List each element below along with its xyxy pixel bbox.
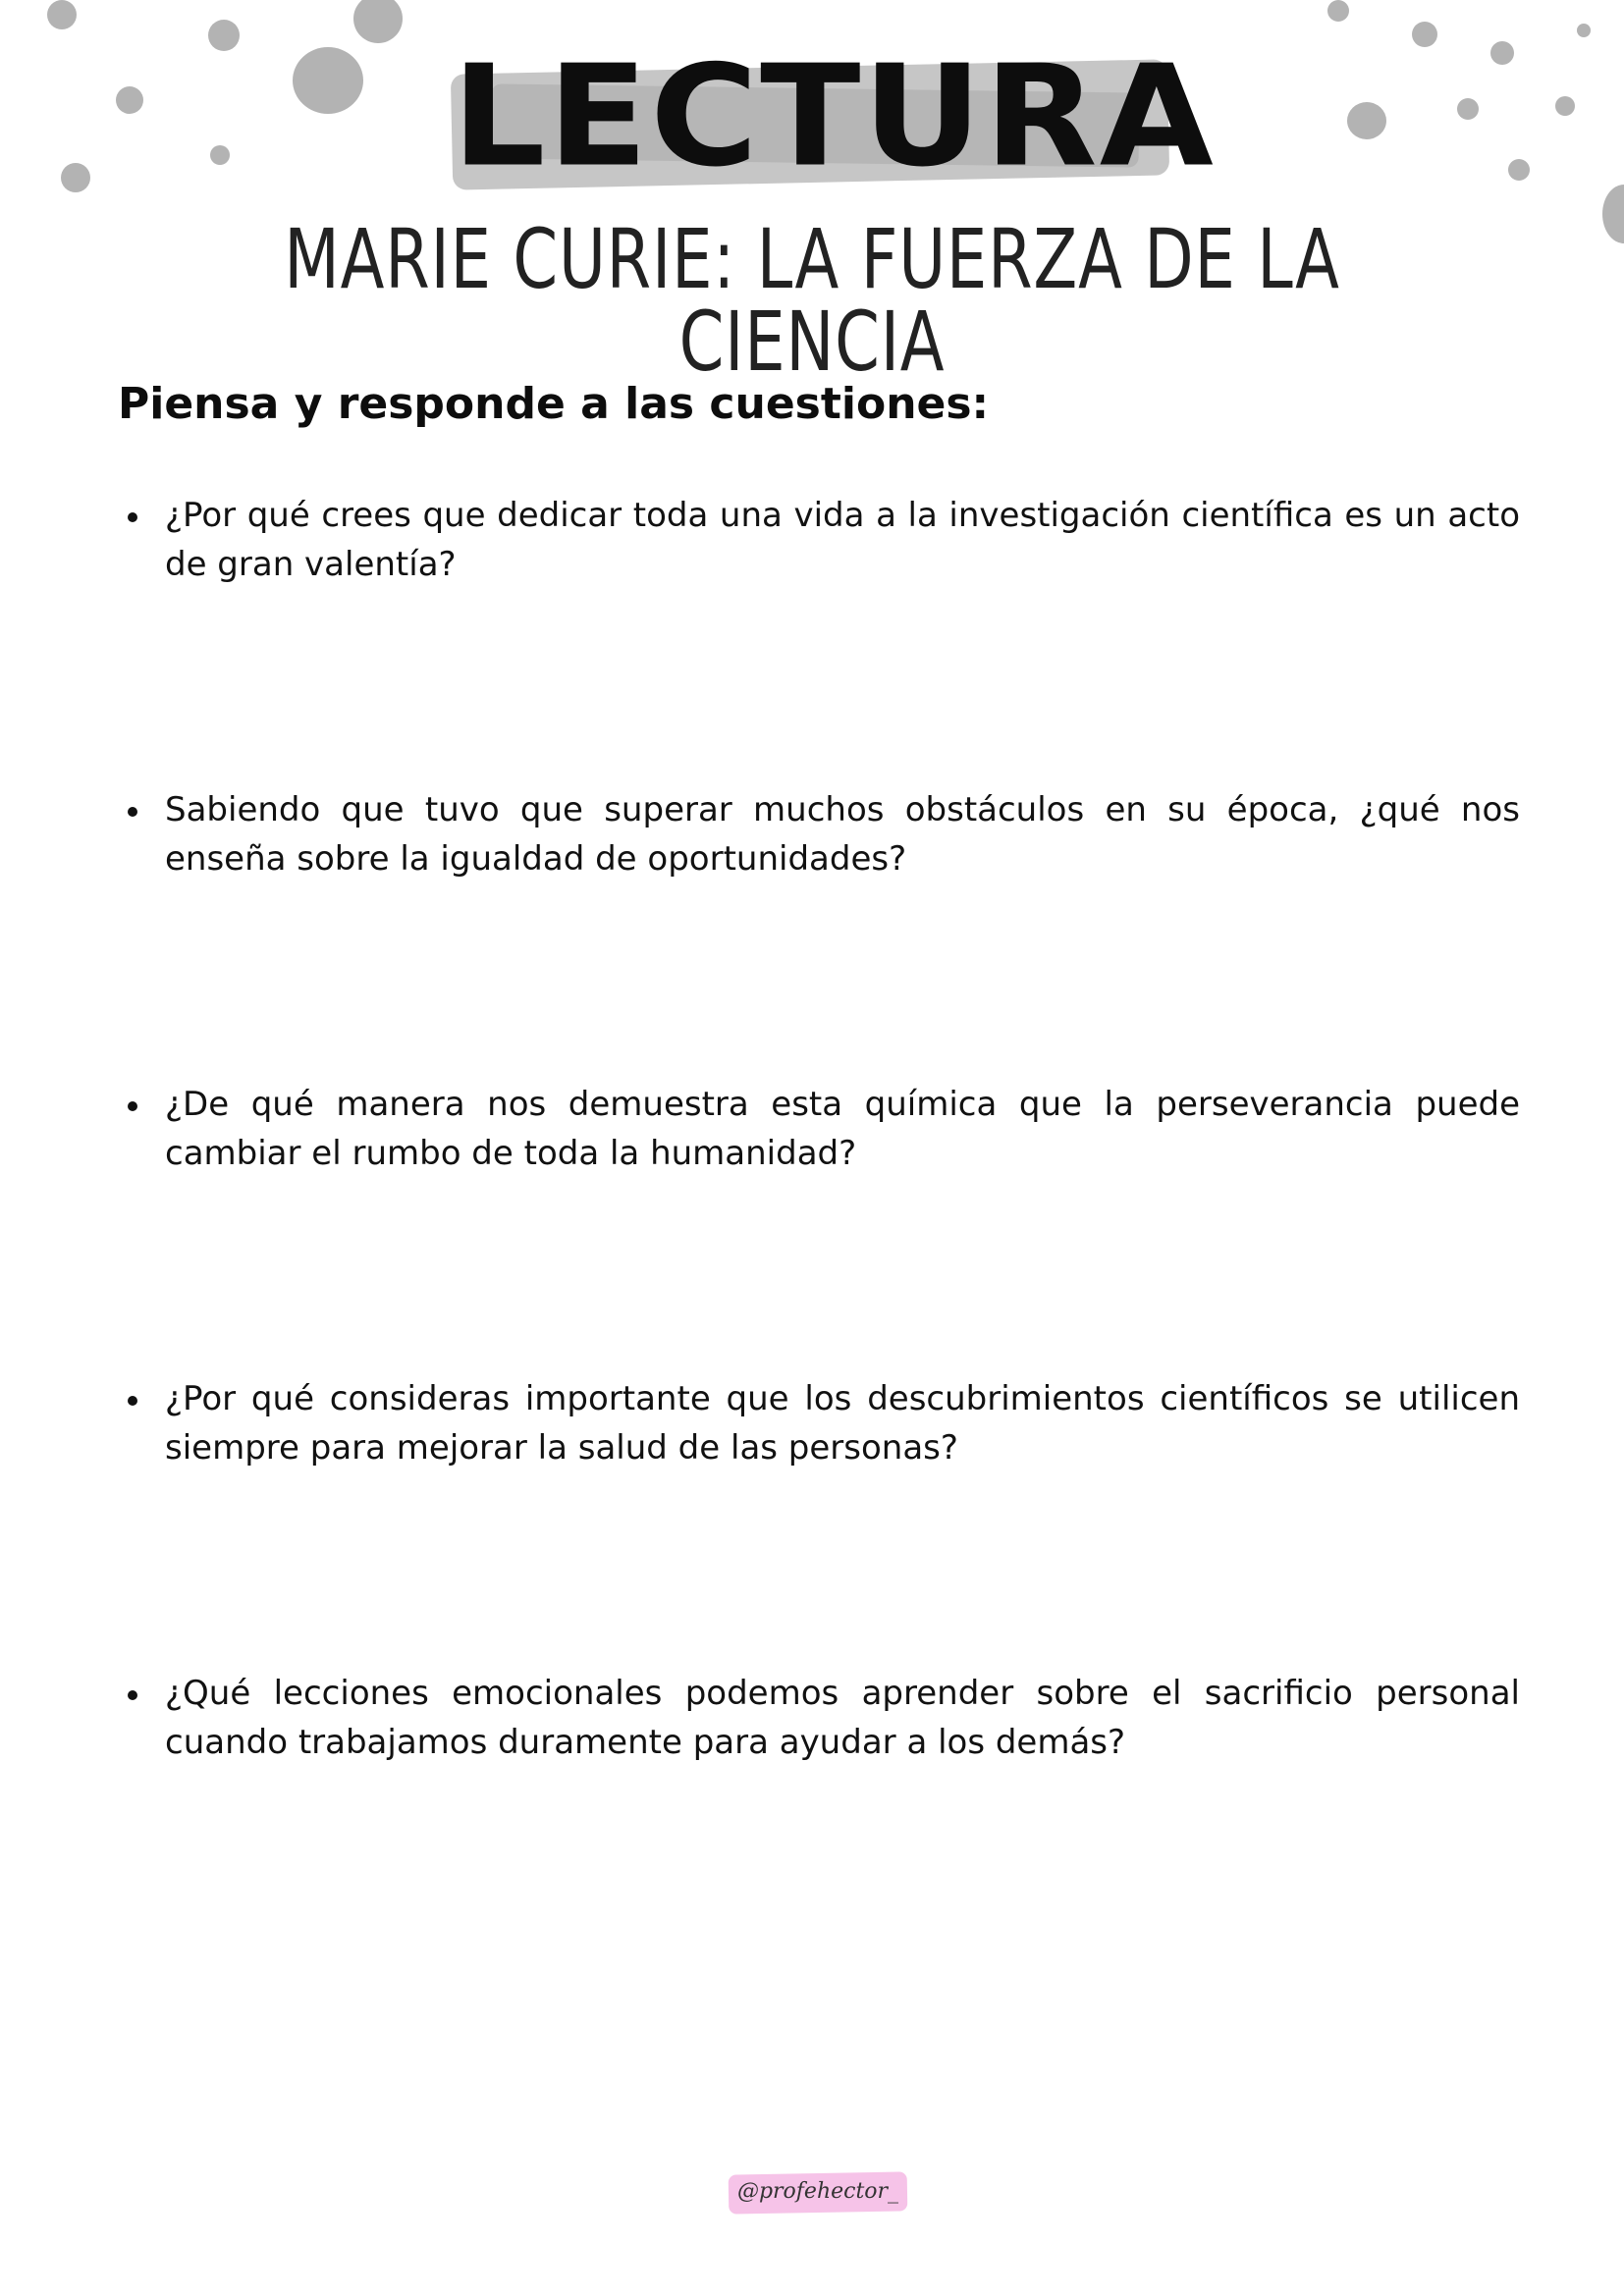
decor-dot (293, 47, 363, 114)
decor-dot (353, 0, 403, 43)
decor-dot (61, 163, 90, 192)
bullet-icon (128, 1396, 137, 1406)
decor-dot (1490, 41, 1514, 65)
question-text: ¿De qué manera nos demuestra esta química que la perseverancia puede cambiar el rumbo de toda la humanidad? (165, 1085, 1520, 1173)
question-text: ¿Por qué crees que dedicar toda una vida a la investigación científica es un acto de gran valentía? (165, 496, 1520, 584)
question-text: Sabiendo que tuvo que superar muchos obstáculos en su época, ¿qué nos enseña sobre la igualdad de oportunidades? (165, 790, 1520, 879)
decor-dot (47, 0, 77, 29)
signature-text: @profehector_ (736, 2179, 899, 2204)
decor-dot (208, 20, 240, 51)
bullet-icon (128, 1690, 137, 1700)
question-item (126, 785, 1520, 1080)
section-heading: Piensa y responde a las cuestiones: (118, 379, 990, 429)
bullet-icon (128, 1101, 137, 1111)
decor-dot (1555, 96, 1575, 116)
page-title: LECTURA (452, 35, 1216, 198)
decor-dot (1412, 22, 1437, 47)
page-subtitle: MARIE CURIE: LA FUERZA DE LA CIENCIA (284, 211, 1340, 390)
question-text: ¿Por qué consideras importante que los descubrimientos científicos se utilicen siempre para mejorar la salud de las personas? (165, 1379, 1520, 1468)
decor-dot (116, 86, 143, 114)
question-item (126, 491, 1520, 785)
question-list (126, 491, 1520, 1963)
decor-dot (1508, 159, 1530, 181)
decor-dot (1347, 102, 1386, 139)
bullet-icon (128, 807, 137, 817)
title-block (452, 29, 1216, 198)
decor-dot (1577, 24, 1591, 37)
question-item (126, 1374, 1520, 1669)
bullet-icon (128, 512, 137, 522)
footer-signature (729, 2165, 907, 2218)
decor-dot (1602, 185, 1624, 243)
decor-dot (1457, 98, 1479, 120)
question-item (126, 1669, 1520, 1963)
question-text: ¿Qué lecciones emocionales podemos aprender sobre el sacrificio personal cuando trabajamos duramente para ayudar a los demás? (165, 1674, 1520, 1762)
question-item (126, 1080, 1520, 1374)
decor-dot (210, 145, 230, 165)
decor-dot (1327, 0, 1349, 22)
